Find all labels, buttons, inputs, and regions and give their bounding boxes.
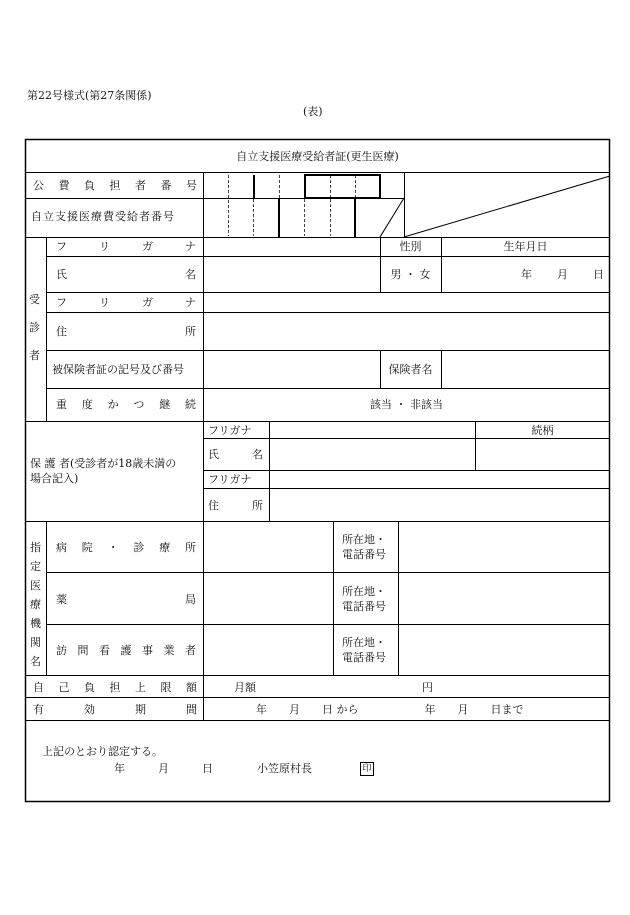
form-number: 第22号様式(第27条関係)	[27, 89, 152, 102]
copay-limit-label: 自 己 負 担 上 限 額	[33, 681, 197, 694]
guardian-name-label: 氏 名	[208, 448, 263, 461]
hospital-location-label: 所在地・	[342, 533, 386, 546]
insurance-card-label: 被保険者証の記号及び番号	[52, 363, 184, 376]
form-side: (表)	[303, 105, 323, 118]
patient-name-label: 氏 名	[56, 268, 196, 281]
hospital-label: 病 院 ・ 診 療 所	[56, 541, 196, 554]
monthly-label: 月額	[234, 681, 256, 694]
payer-number-label: 公 費 負 担 者 番 号	[33, 179, 197, 192]
institution-group-label: 指 定 医 療 機 関 名	[30, 541, 41, 668]
issuer-name: 小笠原村長	[257, 762, 312, 775]
patient-furigana-label: フ リ ガ ナ	[56, 240, 196, 253]
severe-options: 該当 ・ 非該当	[370, 398, 443, 411]
guardian-label-line2: 場合記入)	[30, 472, 79, 485]
nursing-location-label: 所在地・	[342, 636, 386, 649]
guardian-relation-label: 続柄	[531, 424, 554, 437]
birthdate-label: 生年月日	[503, 240, 548, 253]
diagonal-line	[404, 176, 610, 237]
pharmacy-phone-label: 電話番号	[342, 600, 386, 613]
certificate-title: 自立支援医療受給者証(更生医療)	[236, 150, 399, 163]
birth-day-label: 日	[593, 268, 604, 281]
gender-value: 男 ・ 女	[390, 268, 431, 281]
nursing-label: 訪 問 看 護 事 業 者	[56, 644, 196, 657]
yen-label: 円	[422, 681, 433, 694]
guardian-furigana-label: フリガナ	[208, 424, 252, 437]
severe-continuous-label: 重 度 か つ 継 続	[56, 398, 196, 411]
nursing-phone-label: 電話番号	[342, 651, 386, 664]
birth-month-label: 月	[557, 268, 568, 281]
certification-date: 年 月 日	[114, 762, 213, 775]
pharmacy-label: 薬 局	[56, 593, 196, 606]
validity-period-label: 有 効 期 間	[33, 703, 197, 716]
insurer-label: 保険者名	[388, 363, 433, 376]
gender-label: 性別	[399, 240, 422, 253]
address-furigana-label: フ リ ガ ナ	[56, 296, 196, 309]
hospital-phone-label: 電話番号	[342, 548, 386, 561]
certification-statement: 上記のとおり認定する。	[42, 745, 163, 758]
pharmacy-location-label: 所在地・	[342, 585, 386, 598]
guardian-label-line1: 保 護 者(受診者が18歳未満の	[30, 457, 177, 470]
recipient-number-label: 自立支援医療費受給者番号	[31, 210, 175, 223]
address-label: 住 所	[56, 325, 196, 338]
patient-group-label: 受 診 者	[29, 293, 40, 362]
validity-period-text: 年 月 日 から 年 月 日まで	[256, 703, 524, 716]
guardian-address-furigana-label: フリガナ	[208, 473, 252, 486]
guardian-address-label: 住 所	[208, 499, 263, 512]
seal-mark: 印	[360, 762, 374, 776]
birth-year-label: 年	[521, 268, 532, 281]
